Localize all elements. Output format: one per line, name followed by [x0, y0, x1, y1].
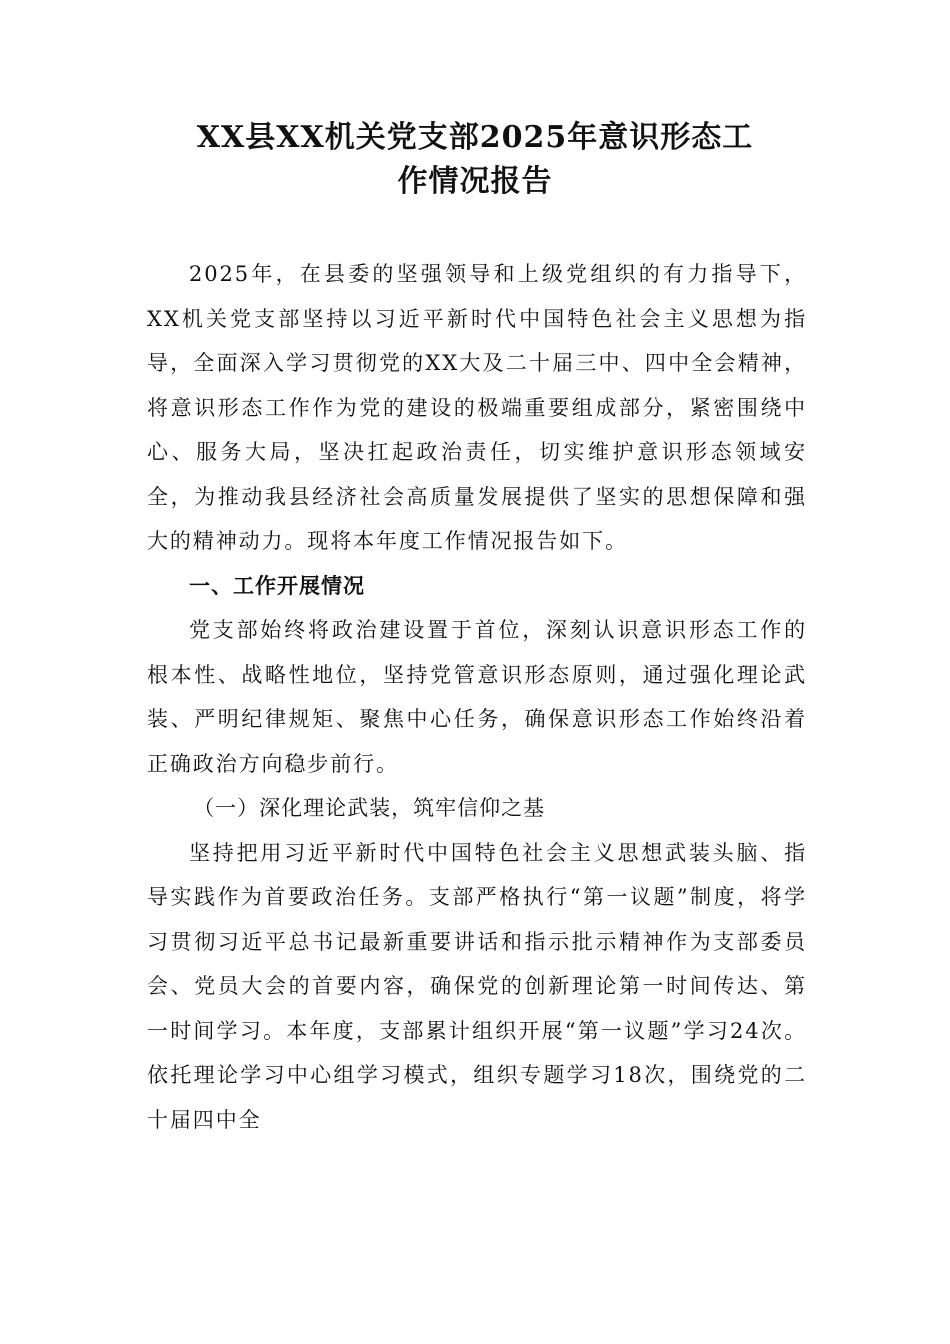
document-title: [130, 116, 820, 204]
intro-paragraph: 2025年，在县委的坚强领导和上级党组织的有力指导下，XX机关党支部坚持以习近平新时代中国特色社会主义思想为指导，全面深入学习贯彻党的XX大及二十届三中、四中全会精神，将意识形态工作作为党的建设的极端重要组成部分，紧密围绕中心、服务大局，坚决扛起政治责任，切实维护意识形态领域安全，为推动我县经济社会高质量发展提供了坚实的思想保障和强大的精神动力。现将本年度工作情况报告如下。: [147, 262, 807, 553]
subsection-paragraph: 坚持把用习近平新时代中国特色社会主义思想武装头脑、指导实践作为首要政治任务。支部严格执行“第一议题”制度，将学习贯彻习近平总书记最新重要讲话和指示批示精神作为支部委员会、党员大会的首要内容，确保党的创新理论第一时间传达、第一时间学习。本年度，支部累计组织开展“第一议题”学习24次。依托理论学习中心组学习模式，组织专题学习18次，围绕党的二十届四中全: [147, 840, 807, 1132]
title-line-2: 作情况报告: [397, 164, 553, 199]
title-line-1: XX县XX机关党支部2025年意识形态工: [196, 120, 754, 155]
document-body: [147, 252, 807, 1142]
subsection-heading-theory: （一）深化理论武装，筑牢信仰之基: [193, 796, 546, 820]
section-paragraph: 党支部始终将政治建设置于首位，深刻认识意识形态工作的根本性、战略性地位，坚持党管意识形态原则，通过强化理论武装、严明纪律规矩、聚焦中心任务，确保意识形态工作始终沿着正确政治方向稳步前行。: [147, 618, 807, 776]
section-heading-work-progress: 一、工作开展情况: [189, 573, 365, 598]
